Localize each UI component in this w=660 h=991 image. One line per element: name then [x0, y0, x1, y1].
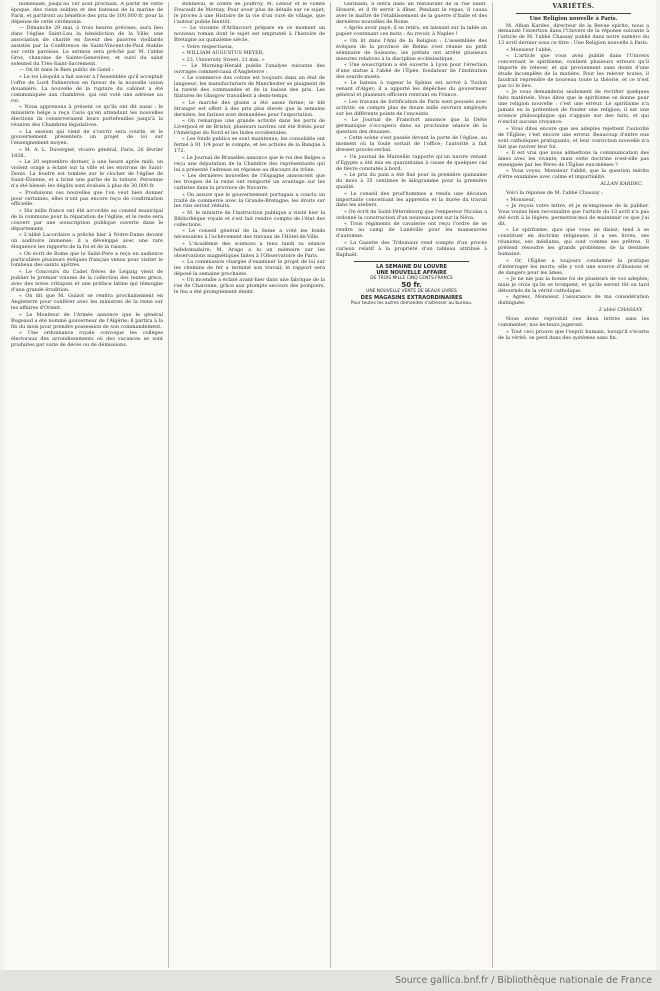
ad-line: DE TROIS MILLE CINQ CENTS FRANCS: [370, 275, 453, 281]
paragraph: « Vous dites encore que ses adeptes rejettent l'autorité de l'Église; c'est encore une erreur. Beaucoup d'entre eux sont catholiques pratiquants, et leur conviction nouvelle n'a fait que raviver leur foi.: [498, 125, 649, 150]
paragraph: « Un incendie a éclaté avant-hier dans une fabrique de la rue de Charonne; grâce aux prompts secours des pompiers, le feu a été promptement éteint.: [174, 277, 325, 296]
paragraph: « Un journal de Marseille rapporte qu'un navire venant d'Égypte a été mis en quarantaine à cause de quelques cas de fièvre constatés à bord.: [336, 153, 487, 172]
source-credit: Source gallica.bnf.fr / Bibliothèque nationale de France: [395, 975, 652, 986]
paragraph: « On écrit de Rome que le Saint-Père a reçu en audience particulière plusieurs évêques français venus pour visiter le tombeau des saints apôtres.: [11, 250, 163, 269]
ad-price: 50 fr.: [401, 281, 422, 290]
paragraph: « Vous voyez, Monsieur l'abbé, que la question mérite d'être examinée avec calme et impartialité.: [498, 168, 649, 181]
paragraph: « 23, University Street, 21 mai. »: [182, 56, 265, 63]
paragraph: « Le spiritisme, quoi que vous en disiez, tend à se constituer en doctrine religieuse; il a ses livres, ses réunions, ses médiums, qui sont comme ses prêtres. Il prétend résoudre les grands problèmes de la destinée humaine.: [498, 227, 649, 258]
advertisement: [336, 264, 487, 307]
divider-rule: [516, 13, 631, 14]
paragraph: « WILLIAM AUGUSTUS MEYER,: [182, 50, 264, 57]
paragraph: « Agréez, Monsieur, l'assurance de ma considération distinguée.: [498, 294, 649, 307]
paragraph: « Nous apprenons à présent ce qu'ils ont dit aussi : le ministère belge a reçu l'avis qu'en attendant les nouvelles élections ils conserveraient leurs portefeuilles jusqu'à la réunion des Chambres législatives.: [11, 104, 163, 129]
paragraph: nomenade, jusqu'au 1er août prochain. A partir de cette époque, des vieux soldats et des bateaux de la marine de Paris, et partiront au bénéfice des prix de 300,000 fr. pour la dépense de cette cérémonie.: [11, 2, 163, 25]
paragraph: « Dix mille francs ont été accordés au conseil municipal de la commune pour la réparation de l'église, et le reste sera couvert par une souscription publique ouverte dans le département.: [11, 207, 163, 232]
newspaper-columns: [6, 2, 654, 968]
paragraph: — On lit dans le Bien public de Gand :: [19, 67, 114, 74]
paragraph: « La session qui vient de s'ouvrir sera courte, et le gouvernement présentera un projet de loi sur l'enseignement moyen.: [11, 128, 163, 147]
paragraph: « Après avoir payé, il se retira, en laissant sur la table un papier contenant ces mots : Au revoir, à Naples !: [336, 25, 487, 38]
paragraph: « Or, l'Église a toujours condamné la pratique d'interroger les morts; elle y voit une source d'illusions et de dangers pour les âmes.: [498, 257, 649, 276]
signature: L'abbé CHASSAY.: [599, 307, 643, 314]
paragraph: « Le Concours du Cadet frères de Leipzig vient de publier le premier volume de la collection des textes grecs, avec des notes critiques et une préface latine qui témoigne d'une grande érudition.: [11, 268, 163, 293]
column-4-text: [498, 2, 649, 342]
signature: ALLAN KARDEC.: [600, 181, 643, 188]
paragraph: Voici la réponse de M. l'abbé Chassay :: [506, 190, 603, 197]
column-4: [492, 2, 654, 968]
paragraph: « Le prix du pain a été fixé pour la première quinzaine du mois à 35 centimes le kilogramme pour la première qualité.: [336, 172, 487, 191]
ad-line: UNE NOUVELLE VENTE DE BEAUX LIVRES: [366, 289, 457, 295]
section-heading: VARIÉTÉS.: [552, 3, 595, 10]
column-3-text: [336, 2, 487, 308]
paragraph: « Monsieur l'abbé,: [506, 46, 553, 53]
ad-line: DES MAGASINS EXTRAORDINAIRES: [360, 294, 463, 301]
paragraph: « L'Académie des sciences a tenu lundi sa séance hebdomadaire; M. Arago a lu un mémoire sur les observations magnétiques faites à l'Observatoire de Paris.: [174, 240, 325, 259]
paragraph: « L'abbé Lacordaire a prêché hier à Notre-Dame devant un auditoire immense; il a développé avec une rare éloquence les rapports de la foi et de la raison.: [11, 232, 163, 251]
paragraph: « Je vous demanderai seulement de rectifier quelques faits matériels. Vous dites que le spiritisme se donne pour une religion nouvelle : c'est une erreur. Le spiritisme n'a jamais eu la prétention de fonder une religion; il est une science philosophique qui s'appuie sur des faits, et qui n'exclut aucune croyance.: [498, 89, 649, 126]
paragraph: « Cette scène s'est passée devant la porte de l'église, au moment où la foule sortait de l'office; l'autorité a fait dresser procès-verbal.: [336, 135, 487, 154]
paragraph: « Le conseil général de la Seine a voté les fonds nécessaires à l'achèvement des travaux de l'Hôtel-de-Ville.: [174, 228, 325, 241]
ad-line: LA SEMAINE DU LOUVRE: [376, 263, 447, 270]
column-1-text: [11, 2, 163, 349]
paragraph: « Tout ceci prouve que l'esprit humain, lorsqu'il s'écarte de la vérité, se perd dans des systèmes sans fin.: [498, 328, 649, 341]
paragraph: « Produisons ces nouvelles que l'on veut bien donner pour certaines, elles n'ont pas encore reçu de confirmation officielle.: [11, 189, 163, 208]
paragraph: « On écrit de Saint-Pétersbourg que l'empereur Nicolas a ordonné la construction d'un nouveau pont sur la Néva.: [336, 208, 487, 221]
paragraph: « Le Journal de Francfort annonce que la Diète germanique s'occupera dans sa prochaine séance de la question des douanes.: [336, 117, 487, 136]
column-1: [6, 2, 168, 968]
article-title: Une Religion nouvelle à Paris.: [529, 16, 618, 22]
paragraph: « Une ordonnance royale convoque les collèges électoraux des arrondissements où des vacances se sont produites par suite de décès ou de démissions.: [11, 329, 163, 348]
paragraph: « On lit dans l'Ami de la Religion : L'assemblée des évêques de la province de Reims s'est réunie au petit séminaire de Soissons; les prélats ont arrêté plusieurs mesures relatives à la discipline ecclésiastique.: [336, 37, 487, 62]
ad-line: UNE NOUVELLE AFFAIRE: [376, 269, 447, 276]
paragraph: — Dimanche 29 mai, à trois heures précises, aura lieu dans l'église Saint-Leu la bénédiction de la Ville; une association de charité en faveur des pauvres vieillards assistés par la Conférence de Saint-Vincent-de-Paul établie sur cette paroisse. Le sermon sera prêché par M. l'abbé Gros, chanoine de Sainte-Geneviève, et suivi du salut solennel du Très-Saint-Sacrement.: [11, 25, 163, 68]
paragraph: « Le commerce des cotons est toujours dans un état de langueur; les manufacturiers de Manchester se plaignent de la rareté des commandes et de la baisse des prix. Les filatures de Glasgow travaillent à demi-temps.: [174, 75, 325, 100]
paragraph: — Le Morning-Herald publie l'analyse suivante des ouvrages commerciaux d'Angleterre :: [174, 63, 325, 75]
paragraph: « On dit que M. Guizot se rendra prochainement en Angleterre pour conférer avec les ministres de la reine sur les affaires d'Orient.: [11, 293, 163, 312]
paragraph: « Monsieur,: [506, 196, 536, 203]
divider-rule: [354, 261, 469, 262]
paragraph: « Votre respectueux,: [182, 43, 234, 50]
paragraph: « La commission chargée d'examiner le projet de loi sur les chemins de fer a terminé son travail; le rapport sera déposé la semaine prochaine.: [174, 259, 325, 277]
paragraph: « Il est vrai que nous admettons la communication des âmes avec les vivants; mais cette doctrine n'est-elle pas enseignée par les Pères de l'Église eux-mêmes ?: [498, 150, 649, 168]
paragraph: Garibaldi, il entra dans un restaurant de la rue Saint-Honoré, et il fit servir à dîner. Pendant le repas, il causa avec le maître de l'établissement de la guerre d'Italie et des dernières nouvelles de Rome.: [336, 2, 487, 25]
paragraph: « Trois régiments de cavalerie ont reçu l'ordre de se rendre au camp de Lunéville pour les manœuvres d'automne.: [336, 221, 487, 240]
paragraph: « M. A. L. Duvergier, vicaire général, Paris, 26 février 1838.: [11, 146, 163, 159]
paragraph: « Les fonds publics se sont maintenus; les consolidés ont fermé à 91 1/4 pour le compte, et les actions de la Banque à 172.: [174, 136, 325, 155]
paragraph: « On remarque une grande activité dans les ports de Liverpool et de Bristol; plusieurs navires ont été frétés pour l'Amérique du Nord et les Indes occidentales.: [174, 118, 325, 137]
paragraph: « Je ne nie pas la bonne foi de plusieurs de vos adeptes; mais je crois qu'ils se trompent, et qu'ils seront tôt ou tard détournés de la vérité catholique.: [498, 276, 649, 294]
paragraph: « L'article que vous avez publié dans l'Univers concernant le spiritisme, contient plusieurs erreurs qu'il importe de relever, et qui proviennent sans doute d'une étude incomplète de la matière. Pour les relever toutes, il faudrait reprendre de nouveau toute la théorie, et ce n'est pas ici le lieu.: [498, 53, 649, 90]
paragraph: « Le marché des grains a été assez ferme; le blé étranger est offert à des prix plus élevés que la semaine dernière; les farines sont demandées pour l'exportation.: [174, 99, 325, 118]
paragraph: « Les travaux de fortification de Paris sont poussés avec activité; on compte plus de douze mille ouvriers employés sur les différents points de l'enceinte.: [336, 98, 487, 117]
paragraph: « M. le ministre de l'instruction publique a visité hier la Bibliothèque royale et s'est fait rendre compte de l'état des collections.: [174, 209, 325, 228]
paragraph: « Une souscription a été ouverte à Lyon pour l'érection d'une statue à l'abbé de l'Épée, fondateur de l'institution des sourds-muets.: [336, 62, 487, 80]
paragraph: « Le 20 septembre dernier, à une heure après midi, un violent orage a éclaté sur la ville et les environs de Saint-Denis. La foudre est tombée sur le clocher de l'église de Saint-Étienne, et a brisé une partie de la toiture. Personne n'a été blessé; les dégâts sont évalués à plus de 30,000 fr.: [11, 159, 163, 190]
paragraph: « On assure que le gouvernement portugais a conclu un traité de commerce avec la Grande-Bretagne; les droits sur les vins seront réduits.: [174, 191, 325, 210]
column-2-text: [174, 2, 325, 297]
paragraph: « Le Journal de Bruxelles annonce que le roi des Belges a reçu une députation de la Chambre des représentants qui lui a présenté l'adresse en réponse au discours du trône.: [174, 154, 326, 173]
paragraph: « Les dernières nouvelles de l'Espagne annoncent que les troupes de la reine ont remporté un avantage sur les carlistes dans la province de Navarre.: [174, 173, 325, 192]
column-3: [330, 2, 492, 968]
paragraph: « Je reçois votre lettre, et je m'empresse de la publier. Vous voulez bien reconnaître que l'article du 13 avril n'a pas été écrit à la légère; permettez-moi de maintenir ce que j'ai dit.: [498, 203, 649, 227]
newspaper-page: [4, 0, 656, 970]
paragraph: « Le conseil des prud'hommes a rendu une décision importante concernant les apprentis et la durée du travail dans les ateliers.: [336, 190, 487, 209]
column-2: [168, 2, 330, 968]
paragraph: « La Gazette des Tribunaux rend compte d'un procès curieux relatif à la propriété d'un tableau attribué à Raphaël.: [336, 239, 487, 258]
paragraph: — Le vicomte d'Arlincourt prépare en ce moment un nouveau roman dont le sujet est emprunté à l'histoire de Bretagne au quinzième siècle.: [174, 25, 325, 44]
paragraph: Bonneval, le comte de Jouffroy, M. Lenoir et le comte Foucault de Mornay. Pour avoir plus de détails sur ce sujet, le procès à une Histoire de la vie d'un curé de village, que l'auteur publie bientôt.: [174, 2, 325, 25]
paragraph: Nous avons reproduit ces deux lettres sans les commenter; nos lecteurs jugeront.: [498, 316, 649, 329]
paragraph: M. Alban Kardec, directeur de la Revue spirite, nous a demandé l'insertion dans l'Univers de la réponse suivante à l'article de M. l'abbé Chassay publié dans notre numéro du 13 avril dernier sous ce titre : Une Religion nouvelle à Paris.: [498, 22, 649, 47]
paragraph: « Le bateau à vapeur le Sphinx est arrivé à Toulon venant d'Alger; il a apporté les dépêches du gouverneur général et plusieurs officiers rentrant en France.: [336, 80, 487, 99]
paragraph: « Le Moniteur de l'Armée annonce que le général Bugeaud a été nommé gouverneur de l'Algérie; il partira à la fin du mois pour prendre possession de son commandement.: [11, 311, 163, 330]
footer-bar: [0, 970, 660, 991]
paragraph: « Le roi Léopold a fait savoir à l'Assemblée qu'il acceptait l'offre de Lord Palmerston en faveur de la nouvelle union douanière. La nouvelle de la rupture du cabinet a été communiquée aux chambres, qui ont voté une adresse au roi.: [11, 73, 163, 104]
ad-line: Pour toutes les autres demandes s'adresser au bureau.: [350, 300, 473, 306]
